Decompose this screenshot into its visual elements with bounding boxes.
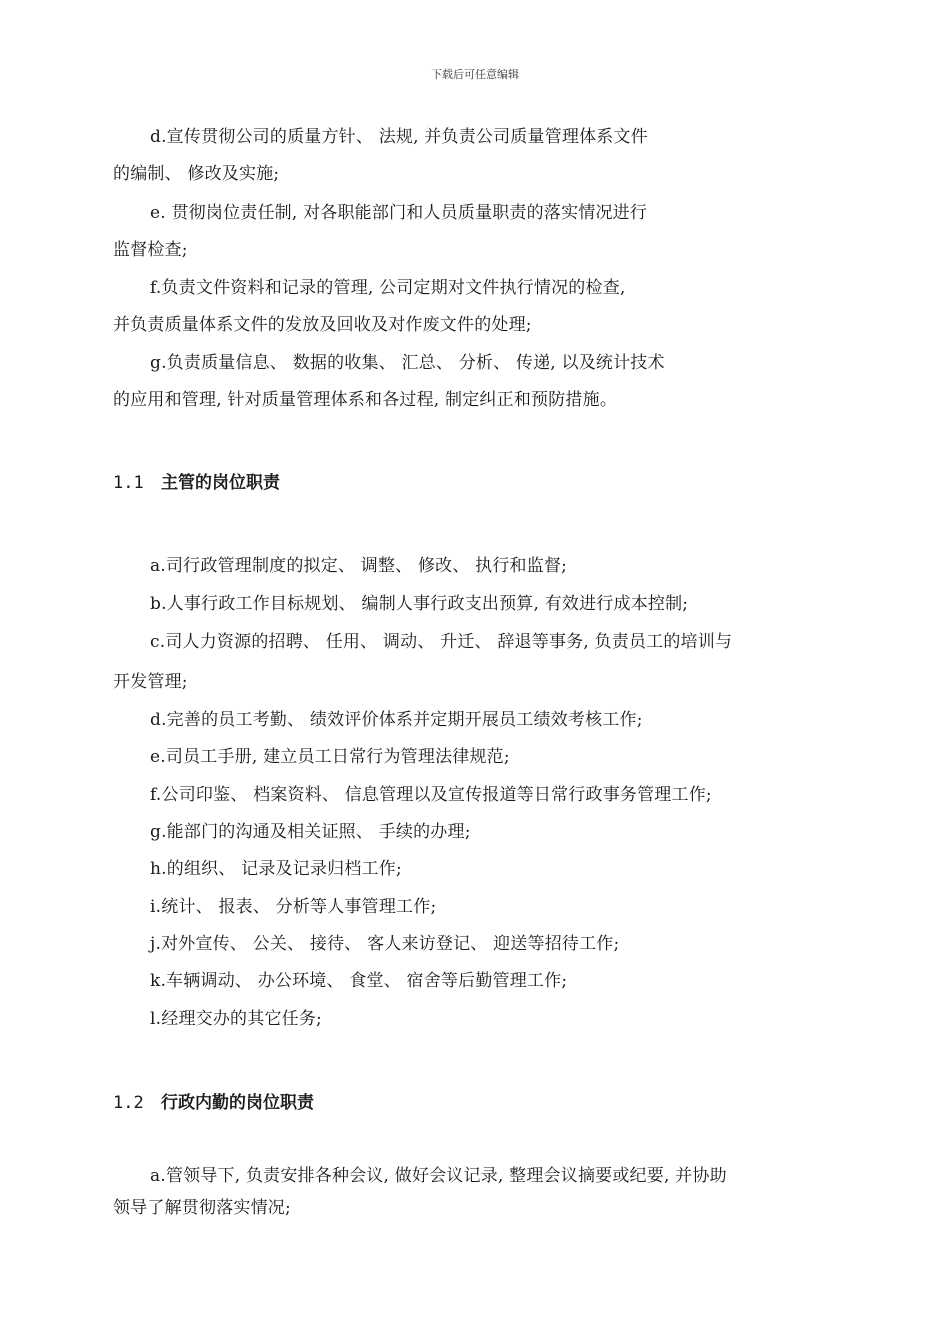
list-item-b: b.人事行政工作目标规划、 编制人事行政支出预算, 有效进行成本控制;: [150, 594, 689, 614]
list-item-l: l.经理交办的其它任务;: [150, 1009, 322, 1029]
list-item-c-line1: c.司人力资源的招聘、 任用、 调动、 升迁、 辞退等事务, 负责员工的培训与: [150, 632, 733, 652]
list-item-a-line1: a.管领导下, 负责安排各种会议, 做好会议记录, 整理会议摘要或纪要, 并协助: [150, 1166, 727, 1186]
list-item-i: i.统计、 报表、 分析等人事管理工作;: [150, 897, 437, 917]
section-title: 主管的岗位职责: [161, 473, 280, 493]
quality-item-g-line1: g.负责质量信息、 数据的收集、 汇总、 分析、 传递, 以及统计技术: [150, 353, 665, 373]
list-item-f: f.公司印鉴、 档案资料、 信息管理以及宣传报道等日常行政事务管理工作;: [150, 785, 712, 805]
quality-item-d-line2: 的编制、 修改及实施;: [113, 164, 280, 184]
section-title: 行政内勤的岗位职责: [161, 1093, 314, 1113]
list-item-a: a.司行政管理制度的拟定、 调整、 修改、 执行和监督;: [150, 556, 568, 576]
section-number: 1.2: [113, 1093, 144, 1113]
page-header: 下载后可任意编辑: [431, 68, 519, 81]
quality-item-g-line2: 的应用和管理, 针对质量管理体系和各过程, 制定纠正和预防措施。: [113, 390, 618, 410]
list-item-d: d.完善的员工考勤、 绩效评价体系并定期开展员工绩效考核工作;: [150, 710, 643, 730]
list-item-h: h.的组织、 记录及记录归档工作;: [150, 859, 402, 879]
section-heading-1-1: [113, 472, 280, 494]
section-heading-1-2: [113, 1092, 314, 1114]
list-item-e: e.司员工手册, 建立员工日常行为管理法律规范;: [150, 747, 510, 767]
list-item-c-line2: 开发管理;: [113, 672, 188, 692]
list-item-k: k.车辆调动、 办公环境、 食堂、 宿舍等后勤管理工作;: [150, 971, 568, 991]
quality-item-e-line1: e. 贯彻岗位责任制, 对各职能部门和人员质量职责的落实情况进行: [150, 203, 648, 223]
list-item-a-line2: 领导了解贯彻落实情况;: [113, 1198, 291, 1218]
quality-item-d-line1: d.宣传贯彻公司的质量方针、 法规, 并负责公司质量管理体系文件: [150, 127, 648, 147]
list-item-g: g.能部门的沟通及相关证照、 手续的办理;: [150, 822, 471, 842]
section-number: 1.1: [113, 473, 144, 493]
quality-item-f-line1: f.负责文件资料和记录的管理, 公司定期对文件执行情况的检查,: [150, 278, 626, 298]
quality-item-e-line2: 监督检查;: [113, 240, 188, 260]
list-item-j: j.对外宣传、 公关、 接待、 客人来访登记、 迎送等招待工作;: [150, 934, 620, 954]
quality-item-f-line2: 并负责质量体系文件的发放及回收及对作废文件的处理;: [113, 315, 532, 335]
